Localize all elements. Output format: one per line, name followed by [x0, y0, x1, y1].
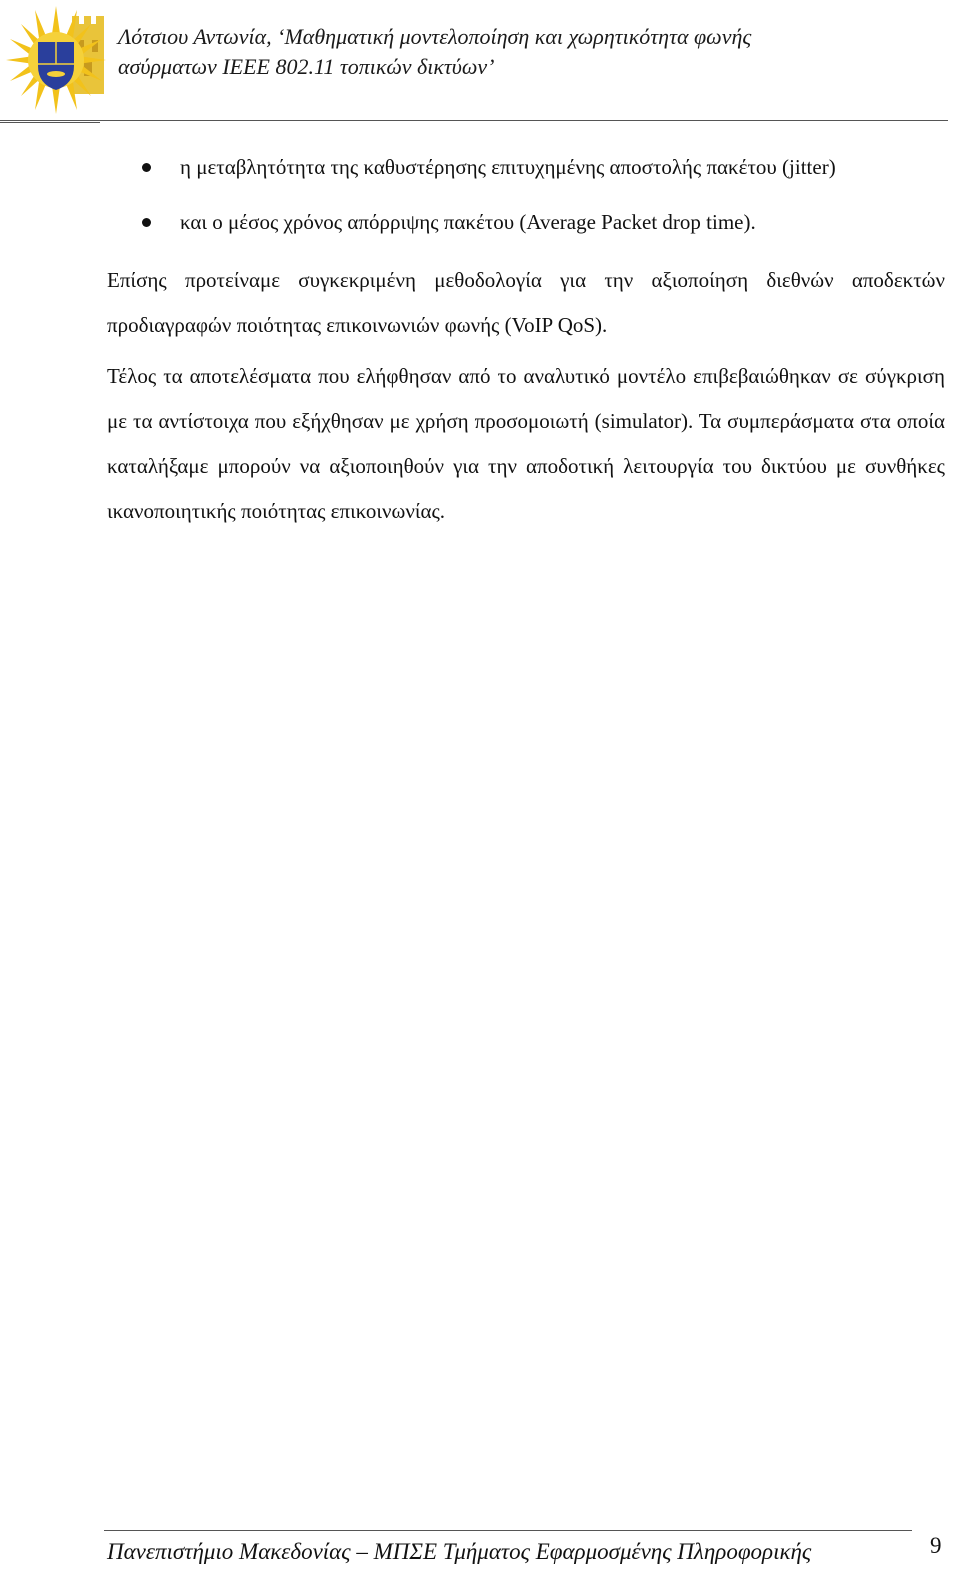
header-line-2: ασύρματων IEEE 802.11 τοπικών δικτύων’	[118, 54, 495, 79]
bullet-list	[0, 150, 948, 260]
paragraph: Τέλος τα αποτελέσματα που ελήφθησαν από το αναλυτικό μοντέλο επιβεβαιώθηκαν σε σύγκριση με τα αντίστοιχα που εξήχθησαν με χρήση προσομοιωτή (simulator). Τα συμπεράσματα στα οποία καταλήξαμε μπορούν να αξιοποιηθούν για την αποδοτική λειτουργία του δικτύου με συνθήκες ικανοποιητικής ποιότητας επικοινωνίας.	[107, 364, 945, 523]
list-item-text: και ο μέσος χρόνος απόρριψης πακέτου (Average Packet drop time).	[180, 210, 756, 234]
university-logo	[4, 4, 108, 116]
paragraph: Επίσης προτείναμε συγκεκριμένη μεθοδολογία για την αξιοποίηση διεθνών αποδεκτών προδιαγραφών ποιότητας επικοινωνιών φωνής (VoIP QoS).	[107, 268, 945, 337]
list-item-text: η μεταβλητότητα της καθυστέρησης επιτυχημένης αποστολής πακέτου (jitter)	[180, 155, 836, 179]
list-item	[0, 150, 948, 205]
bullet-icon	[142, 163, 151, 172]
list-item	[0, 205, 948, 260]
header-line-1: Λότσιου Αντωνία, ‘Μαθηματική μοντελοποίηση και χωρητικότητα φωνής	[118, 24, 752, 49]
header-divider	[0, 120, 948, 121]
header-divider-accent	[0, 122, 100, 123]
running-footer: Πανεπιστήμιο Μακεδονίας – ΜΠΣΕ Τμήματος Εφαρμοσμένης Πληροφορικής	[107, 1539, 812, 1564]
bullet-icon	[142, 218, 151, 227]
page-number: 9	[930, 1533, 942, 1558]
running-header	[118, 22, 948, 82]
footer-divider	[104, 1530, 912, 1531]
